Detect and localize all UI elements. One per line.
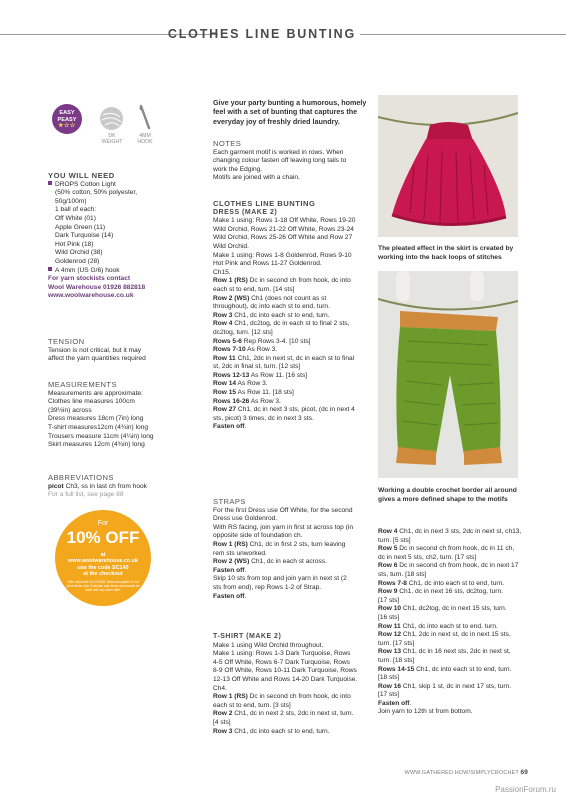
intro-paragraph [213,98,373,126]
row-text: sts from end), rep Rows 1-2 of Strap. [213,583,322,591]
pattern-row [213,355,375,364]
measurements-line: Clothes line measures 100cm [48,398,135,406]
dress-section [213,200,375,432]
dress-intro-line: Wild Orchid. [213,242,249,250]
hook-label-2: HOOK [137,139,153,146]
pattern-row [213,584,375,593]
yarn-ball-icon [100,107,123,130]
yarn-label-1: DK [108,133,116,139]
row-text: Make 1 using: Rows 1-3 Dark Turquoise, Rows [213,650,351,658]
row-label: Rows 14-15 [378,665,415,673]
row-text: Ch1, dc into each st to end, turn. [414,665,512,673]
pattern-row [213,329,375,338]
row-text: Join yarn to 12th st from bottom. [378,708,473,716]
promo-url[interactable]: www.woolwarehouse.co.uk [68,558,138,565]
tshirt-continued-rows [378,528,538,717]
pattern-row [213,567,375,576]
you-will-need-section [48,172,208,301]
row-text: Rep Rows 3-4. [10 sts] [241,337,311,345]
caption-line: working into the back loops of stitches [378,253,502,261]
difficulty-badge [52,104,82,134]
row-text: Ch1, skip 1 st, dc in next 17 sts, turn. [401,682,512,690]
pattern-row [213,389,375,398]
pattern-row [213,295,375,304]
dress-rows [213,277,375,432]
row-label: Row 14 [213,380,237,388]
materials-line: 50g/100m) [55,197,87,205]
notes-line: changing colour fasten off leaving long tails to [213,157,347,165]
row-label: Row 10 [378,605,402,613]
measurements-line: Skirt measures 12cm (4¾in) long [48,441,145,449]
tension-heading: TENSION [48,337,85,346]
header-rule-right [360,34,566,35]
pattern-row [378,666,538,675]
row-text: dc2tog, turn. [12 sts] [213,328,273,336]
pattern-row [213,507,375,516]
pattern-row [378,605,538,614]
materials-item-1-text: DROPS Cotton Light [55,180,116,188]
badge-line-2: PEASY [57,116,77,123]
row-text: Ch1, dc into each st to end, turn. [400,622,498,630]
pattern-row [378,545,538,554]
row-text: Dress use Goldenrod. [213,515,278,523]
pattern-row [213,398,375,407]
abbreviations-reference: For a full list, see page 88 [48,491,124,499]
row-text: As Row 11. [18 sts] [236,389,294,397]
stockists-line: For yarn stockists contact [48,275,131,283]
photo2-caption [378,487,526,504]
pattern-row [378,562,538,571]
promo-for: For [97,520,109,527]
pattern-row [213,363,375,372]
pattern-row [378,554,538,563]
materials-list [48,189,208,266]
straps-rows [213,507,375,602]
row-text: With RS facing, join yarn in first st across top (in [213,523,353,531]
row-text: Dc in second ch from hook, dc into [247,693,351,701]
row-text: Ch1, dc2tog, dc in next 15 sts, turn. [401,605,507,613]
page-number: 69 [520,769,528,776]
pattern-row [213,719,375,728]
tshirt-heading: T-SHIRT (MAKE 2) [213,633,282,640]
row-label: Row 12 [378,631,402,639]
row-label: Row 4 [378,528,398,535]
dress-intro-line: Hot Pink and Rows 11-27 Goldenrod. [213,260,322,268]
dress-heading: DRESS (MAKE 2) [213,208,278,216]
photo1-caption [378,245,526,262]
row-text: For the first Dress use Off White, for the second [213,506,353,514]
row-text: turn. [17 sts] [378,639,415,647]
dress-intro-line: Wild Orchid, Rows 21-22 Off White, Rows 23-24 [213,225,354,233]
pattern-row [378,657,538,666]
pattern-row [378,691,538,700]
pattern-row [213,303,375,312]
pattern-row [378,580,538,589]
row-label: Fasten off [378,699,410,707]
page-header [0,0,566,48]
tshirt-rows [213,642,375,737]
pattern-row [213,676,375,685]
row-text: sts, turn. [18 sts] [378,570,427,578]
pattern-row [213,320,375,329]
measurements-line: T-shirt measures12cm (4¾in) long [48,423,149,431]
row-text: Skip 10 sts from top and join yarn in next st (2 [213,575,347,583]
row-label: Row 9 [378,588,398,596]
pattern-row [213,346,375,355]
row-label: Row 4 [213,320,233,328]
notes-line: Motifs are joined with a chain. [213,174,300,182]
trousers-photo [378,271,518,478]
pattern-row [213,693,375,702]
materials-line: Goldenrod (28) [55,257,100,265]
materials-item-2 [48,267,208,276]
row-text: Ch1, dc2tog, dc in each st to final 2 sts, [232,320,350,328]
pattern-row [213,593,375,602]
bullet-icon [48,267,52,271]
materials-line: Hot Pink (18) [55,240,94,248]
row-label: Row 3 [213,727,233,735]
row-label: Rows 16-26 [213,397,250,405]
row-text: Dc in second ch from hook, dc in 11 ch, [397,545,515,553]
row-text: Ch1, dc in first 2 sts, turn leaving [247,540,346,548]
pattern-row [213,710,375,719]
row-text: Ch1, 2dc in next st, dc in each st to final [235,354,355,362]
notes-line: Each garment motif is worked in rows. When [213,148,344,156]
caption-line: Working a double crochet border all around [378,487,517,494]
row-label: Rows 7-8 [378,579,407,587]
row-text: [18 sts] [378,674,400,682]
row-text: turn. [18 sts] [378,656,415,664]
row-text: Ch1, dc in each st across. [249,558,327,566]
straps-heading: STRAPS [213,497,246,506]
abbreviations-heading: ABBREVIATIONS [48,473,114,482]
row-label: Fasten off [213,566,245,574]
abbreviation-definition: Ch3, ss in last ch from hook [63,482,147,490]
pattern-row [378,700,538,709]
notes-heading: NOTES [213,139,242,148]
row-label: Row 15 [213,389,237,397]
you-will-need-heading: YOU WILL NEED [48,171,115,180]
pattern-row [213,667,375,676]
row-text: As Row 3. [245,346,278,354]
row-label: Row 2 [213,710,233,718]
pattern-row [213,406,375,415]
pattern-row [213,550,375,559]
row-text: [4 sts] [213,718,231,726]
pattern-section-title: CLOTHES LINE BUNTING [213,199,316,208]
measurements-line: (39½in) across [48,406,92,414]
row-text: Dc in second ch from hook, dc in next 17 [397,562,519,570]
row-label: Rows 5-6 [213,337,242,345]
stockists-phone: Wool Warehouse 01926 882818 [48,283,146,291]
pattern-row [213,415,375,424]
row-text: turn. [5 sts] [378,536,411,544]
pattern-row [213,659,375,668]
pattern-row [213,532,375,541]
row-label: Fasten off [213,423,245,431]
row-text: [16 sts] [378,613,400,621]
row-text: rem sts unworked. [213,549,267,557]
row-text: Ch4. [213,684,227,692]
pattern-row [378,597,538,606]
promo-discount: 10% OFF [66,528,140,547]
promo-line: at [100,552,106,558]
materials-line: Off White (01) [55,214,96,222]
pattern-row [213,286,375,295]
row-label: Row 11 [378,622,401,630]
pattern-row [213,338,375,347]
pattern-row [378,588,538,597]
row-text: Ch1 (does not count as st [249,294,327,302]
row-text: Ch1, dc into each st to end, turn. [232,311,330,319]
pattern-row [213,277,375,286]
pattern-row [213,524,375,533]
hook-size-label [125,133,165,146]
dress-intro-line: Make 1 using: Rows 1-18 Off White, Rows 19-20 [213,217,356,225]
row-label: Row 1 (RS) [213,277,248,285]
materials-line: (50% cotton, 50% polyester, [55,189,138,197]
pattern-row [213,685,375,694]
promo-line: at the checkout [83,571,123,578]
pattern-row [213,312,375,321]
row-text: [17 sts] [378,691,400,699]
caption-line: gives a more defined shape to the motifs [378,495,508,503]
materials-item-2-text: A 4mm (US G/6) hook [55,266,120,274]
tshirt-continued [378,528,538,717]
dress-intro-line: Make 1 using: Rows 1-8 Goldenrod, Rows 9-10 [213,251,352,259]
measurements-line: Dress measures 18cm (7in) long [48,415,144,423]
promo-details [61,552,145,578]
abbreviation-term: picot [48,482,64,490]
pattern-row [213,650,375,659]
row-text: sts, picot) 3 times, dc in next 3 sts. [213,414,314,422]
row-text: Make 1 using Wild Orchid throughout. [213,641,324,649]
caption-line: The pleated effect in the skirt is created by [378,245,514,252]
measurements-heading: MEASUREMENTS [48,380,117,389]
pattern-row [213,728,375,737]
row-text: Ch1, 2dc in next st, dc in next 15 sts, [401,631,511,639]
pattern-row [378,631,538,640]
straps-section [213,498,375,601]
row-text: 4-5 Off White, Rows 6-7 Dark Turquoise, Rows [213,658,350,666]
row-text: As Row 3. [249,397,281,405]
row-label: Row 2 (WS) [213,558,250,566]
pattern-row [213,575,375,584]
measurements-line: Trousers measure 11cm (4¼in) long [48,432,154,440]
row-text: As Row 11. [16 sts] [249,371,308,379]
row-text: opposite side of foundation ch. [213,532,303,540]
pattern-row [378,708,538,717]
bullet-icon [48,181,52,185]
measurements-line: Measurements are approximate: [48,389,143,397]
row-text: each st to end, turn. [14 sts] [213,285,295,293]
watermark: PassionForum.ru [495,785,556,794]
row-label: Fasten off [213,592,245,600]
pattern-row [213,541,375,550]
pattern-row [378,648,538,657]
intro-line: everyday joy of freshly dried laundry. [213,116,340,126]
pattern-row [378,528,538,537]
row-text: Ch1, dc in next 3 sts, 2dc in next st, ch13, [397,528,522,535]
dress-intro-line: Ch15. [213,268,231,276]
yarn-label-2: WEIGHT [101,139,123,146]
row-label: Row 11 [213,354,236,362]
tension-section [48,338,208,364]
pattern-row [378,571,538,580]
materials-line: Wild Orchid (38) [55,249,103,257]
tension-line: Tension is not critical, but it may [48,346,142,354]
row-label: Rows 12-13 [213,371,250,379]
notes-line: work the Edging. [213,165,263,173]
row-text: Ch1, dc in next 3 sts, picot, (dc in next 4 [236,406,355,414]
row-text: 8-9 Off White, Rows 10-11 Dark Turquoise, Rows [213,667,357,675]
row-text: Ch1, dc into each st to end, turn. [406,579,505,587]
row-text: Ch1, dc in next 2 sts, 2dc in next st, turn. [232,710,354,718]
row-label: Row 16 [378,682,402,690]
pattern-row [378,537,538,546]
tshirt-section [213,633,375,736]
measurements-section [48,381,208,450]
row-label: Row 27 [213,406,237,414]
row-text: [17 sts] [378,596,400,604]
promo-terms: Offer valid until 31/12/2018. Discount applies to full price items only. Excludes sale items and cannot be used with any other offer. [66,580,140,592]
row-text: throughout), dc into each st to end, turn. [213,303,330,311]
materials-line: Dark Turquoise (14) [55,232,114,240]
row-label: Rows 7-10 [213,346,246,354]
pattern-row [378,614,538,623]
row-text: . [409,699,412,707]
dress-intro-line: Wild Orchid, Rows 25-26 Off White and Row 27 [213,234,353,242]
hook-label-1: 4MM [139,133,151,139]
badge-line-1: EASY [59,110,75,116]
stockists-url[interactable]: www.woolwarehouse.co.uk [48,292,134,300]
pattern-row [378,683,538,692]
row-text: Ch1, dc in next 16 sts, dc2tog, turn. [397,588,503,596]
abbreviations-section [48,474,218,500]
pattern-row [378,640,538,649]
row-text: As Row 3. [236,380,268,388]
discount-promo [55,510,151,606]
row-text: Dc in second ch from hook, dc into [247,277,351,285]
row-text: Ch1, dc in 16 next sts, 2dc in next st, [401,648,511,656]
materials-item-1 [48,181,208,190]
pattern-row [213,702,375,711]
row-label: Row 6 [378,562,398,570]
row-text: . [244,566,247,574]
pattern-row [378,623,538,632]
intro-line: feel with a set of bunting that captures the [213,107,358,117]
row-text: . [244,592,247,600]
abbreviation-picot [48,483,218,492]
row-text: st, 2dc in final st, turn. [12 sts] [213,363,301,371]
notes-section [213,140,373,183]
tension-line: affect the yarn quantities required [48,355,146,363]
row-text: each st to end, turn. [3 sts] [213,701,291,709]
pattern-row [378,674,538,683]
row-label: Row 1 (RS) [213,693,248,701]
pattern-row [213,423,375,432]
pattern-row [213,558,375,567]
page-title: CLOTHES LINE BUNTING [167,27,356,41]
row-text: . [244,423,247,431]
row-label: Row 3 [213,311,233,319]
intro-line: Give your party bunting a humorous, homely [213,98,367,107]
row-label: Row 5 [378,545,398,553]
row-label: Row 2 (WS) [213,294,250,302]
pattern-row [213,642,375,651]
row-text: 12-13 Off White and Rows 14-20 Dark Turquoise. [213,675,358,683]
skirt-photo [378,95,518,237]
row-label: Row 13 [378,648,402,656]
materials-line: Apple Green (11) [55,223,106,231]
row-text: Ch1, dc into each st to end, turn. [232,727,330,735]
footer-url[interactable]: WWW.GATHERED.HOW/SIMPLYCROCHET [404,770,519,776]
pattern-row [213,372,375,381]
materials-line: 1 ball of each: [55,206,97,214]
row-text: dc in next 5 sts, ch2, turn. [17 sts] [378,553,477,561]
star-rating-icon: ★☆☆ [58,123,76,129]
pattern-row [213,515,375,524]
promo-code: use the code SC140 [77,564,129,571]
row-label: Row 1 (RS) [213,540,248,548]
hook-icon [138,104,152,130]
page-footer [405,769,528,776]
pattern-row [213,380,375,389]
